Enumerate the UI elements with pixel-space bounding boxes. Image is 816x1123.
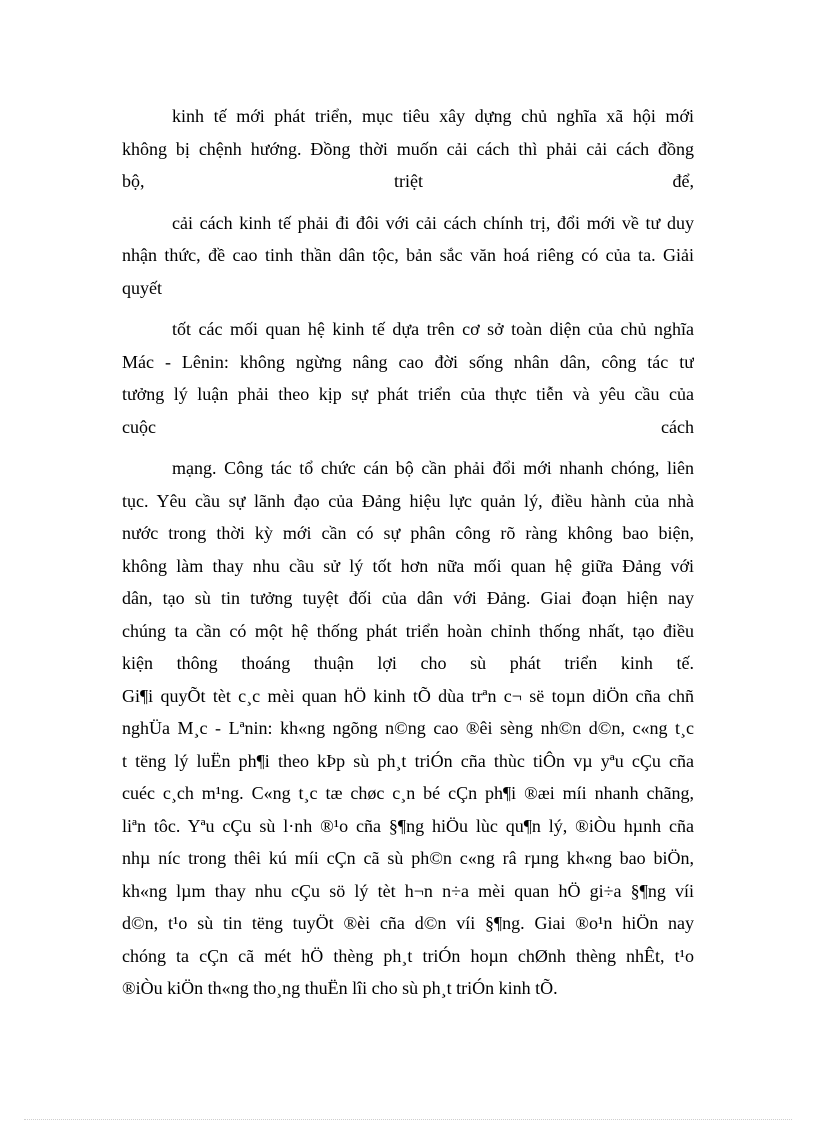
- text-line: cải cách kinh tế phải đi đôi với cải cách chính trị, đổi mới về tư duy: [172, 212, 694, 233]
- text-line: kinh tế mới phát triển, mục tiêu xây dựng chủ nghĩa xã hội mới: [172, 106, 694, 126]
- text-line: dân, tạo sù tin tưởng tuyệt đối của dân với Đảng. Giai đoạn hiện nay: [122, 588, 694, 608]
- text-line: kiện thông thoáng thuận lợi cho sù phát triển kinh tế.: [122, 653, 694, 673]
- text-line: chóng ta cÇn cã mét hÖ thèng ph¸t triÓn hoµn chØnh thèng nhÊt, t¹o: [122, 945, 694, 966]
- text-line: Gi¶i quyÕt tèt c¸c mèi quan hÖ kinh tÕ dùa trªn c¬ së toµn diÖn cña chñ: [122, 685, 694, 706]
- text-line: nghÜa M¸c - Lªnin: kh«ng ngõng n©ng cao ®êi sèng nh©n d©n, c«ng t¸c: [122, 718, 694, 738]
- text-line: cuéc c¸ch m¹ng. C«ng t¸c tæ chøc c¸n bé cÇn ph¶i ®æi míi nhanh chãng,: [122, 783, 694, 803]
- text-line: ®iÒu kiÖn th«ng tho¸ng thuËn lîi cho sù ph¸t triÓn kinh tÕ.: [122, 978, 558, 998]
- text-line: tưởng lý luận phải theo kịp sự phát triển của thực tiễn và yêu cầu của: [122, 384, 694, 404]
- text-line: quyết: [122, 277, 162, 298]
- text-line: liªn tôc. Yªu cÇu sù l·nh ®¹o cña §¶ng hiÖu lùc qu¶n lý, ®iÒu hµnh cña: [122, 815, 694, 836]
- text-line: tục. Yêu cầu sự lãnh đạo của Đảng hiệu lực quản lý, điều hành của nhà: [122, 490, 694, 511]
- text-line: kh«ng lµm thay nhu cÇu sö lý tèt h¬n n÷a mèi quan hÖ gi÷a §¶ng víi: [122, 880, 694, 901]
- text-line: không bị chệnh hướng. Đồng thời muốn cải cách thì phải cải cách đồng: [122, 138, 694, 159]
- text-line: nhµ níc trong thêi kú míi cÇn cã sù ph©n c«ng râ rµng kh«ng bao biÖn,: [122, 848, 694, 868]
- page-bottom-divider: [24, 1119, 792, 1120]
- text-line: t tëng lý luËn ph¶i theo kÞp sù ph¸t triÓn cña thùc tiÔn vµ yªu cÇu cña: [122, 750, 694, 771]
- text-line: nhận thức, đề cao tinh thần dân tộc, bản sắc văn hoá riêng có của ta. Giải: [122, 245, 694, 265]
- text-line: không làm thay nhu cầu sử lý tốt hơn nữa mối quan hệ giữa Đảng với: [122, 555, 694, 576]
- text-line: d©n, t¹o sù tin tëng tuyÖt ®èi cña d©n víi §¶ng. Giai ®o¹n hiÖn nay: [122, 913, 694, 933]
- text-line: mạng. Công tác tổ chức cán bộ cần phải đổi mới nhanh chóng, liên: [172, 458, 694, 478]
- text-line: nước trong thời kỳ mới cần có sự phân công rõ ràng không bao biện,: [122, 523, 694, 543]
- text-line: Mác - Lênin: không ngừng nâng cao đời sống nhân dân, công tác tư: [122, 351, 694, 372]
- text-line: bộ, triệt để,: [122, 171, 694, 191]
- text-line: chúng ta cần có một hệ thống phát triển hoàn chỉnh thống nhất, tạo điều: [122, 620, 694, 641]
- document-body: [122, 100, 694, 1005]
- text-line: cuộc cách: [122, 416, 694, 437]
- text-line: tốt các mối quan hệ kinh tế dựa trên cơ sở toàn diện của chủ nghĩa: [172, 319, 694, 339]
